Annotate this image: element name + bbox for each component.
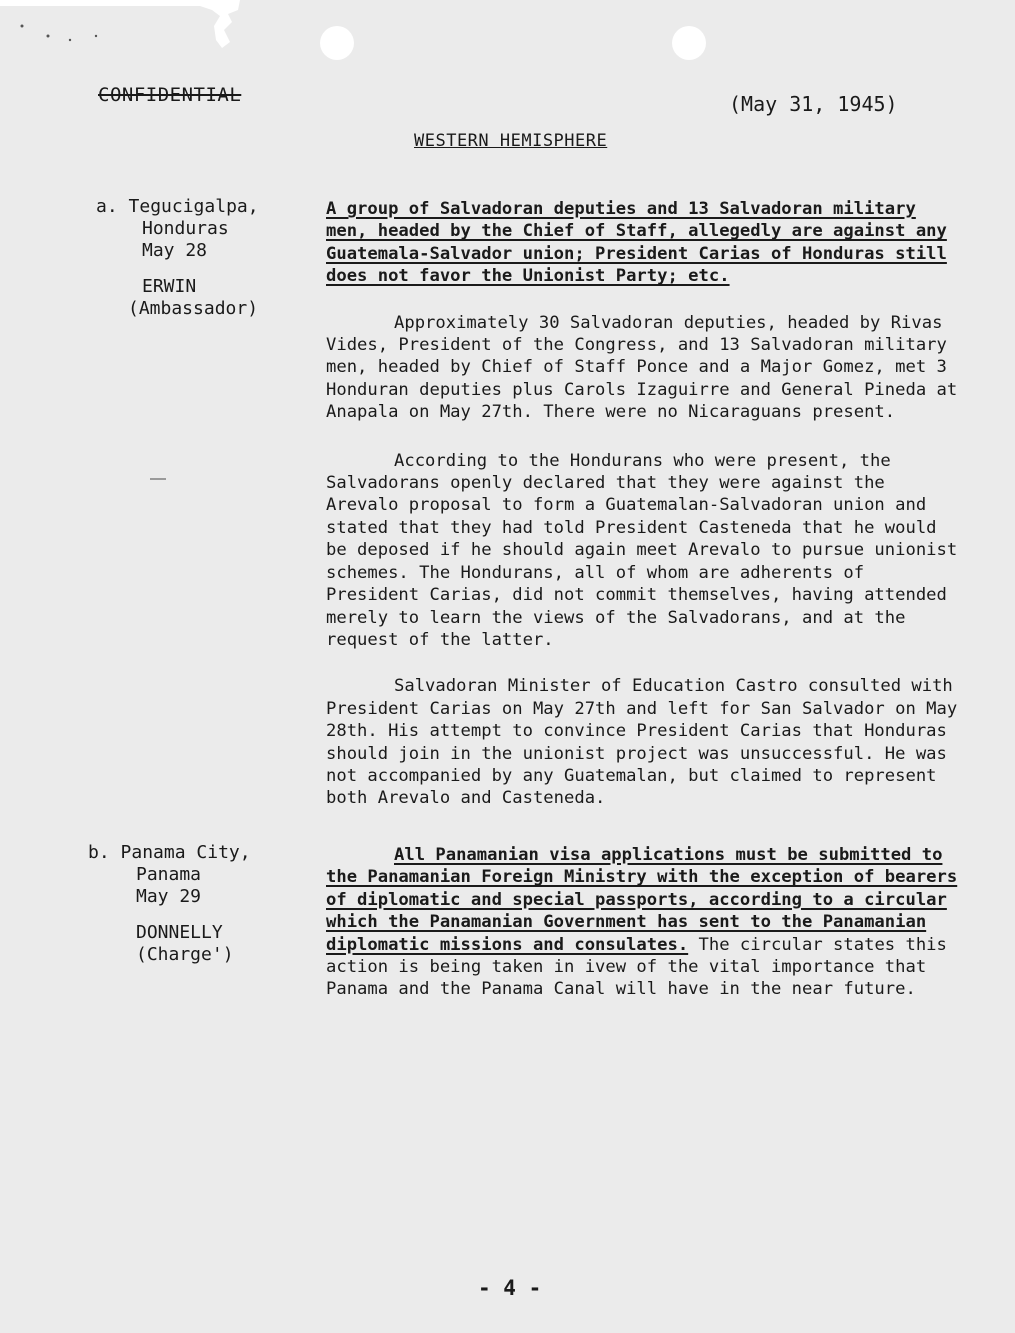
binder-hole-right — [672, 26, 706, 60]
entry-b-sender-title: (Charge') — [136, 944, 234, 965]
entry-a-location-line-3: May 28 — [142, 240, 208, 261]
entry-b-text — [326, 844, 966, 1001]
entry-a-paragraph-2: According to the Hondurans who were present, the Salvadorans openly declared that they were against the Arevalo proposal to form a Guatemalan-Salvadoran union and stated that they had told President Casteneda that he would be deposed if he should again meet Arevalo to pursue unionist schemes. The Hondurans, all of whom are adherents of President Carias, did not commit themselves, having attended merely to learn the views of the Salvadorans, and at the request of the latter. — [326, 450, 958, 650]
entry-b-body — [326, 844, 966, 1001]
entry-b-paragraph-1: The circular states this action is being taken in ivew of the vital importance that Panama and the Panama Canal will have in the near future. — [326, 934, 947, 1000]
entry-a-body — [326, 198, 966, 810]
paper-smudge — [150, 478, 166, 480]
section-heading: WESTERN HEMISPHERE — [414, 131, 608, 151]
entry-b-location-line-2: Panama — [136, 864, 202, 885]
torn-corner-marks — [0, 0, 240, 70]
entry-a-summary: A group of Salvadoran deputies and 13 Salvadoran military men, headed by the Chief of Staff, allegedly are against any Guatemala-Salvador union; President Carias of Honduras still does not favor the Unionist Party; etc. — [326, 199, 947, 287]
document-date: (May 31, 1945) — [729, 92, 898, 116]
entry-a-location-line-2: Honduras — [142, 218, 229, 239]
entry-b-location-line-1: b. Panama City, — [88, 842, 251, 863]
entry-a-paragraph-3: Salvadoran Minister of Education Castro consulted with President Carias on May 27th and left for San Salvador on May 28th. His attempt to convince President Carias that Honduras should join in the unionist project was unsuccessful. He was not accompanied by any Guatemalan, but claimed to represent both Arevalo and Casteneda. — [326, 676, 958, 809]
classification-marking: CONFIDENTIAL — [98, 84, 242, 106]
entry-a-sender-title: (Ambassador) — [128, 298, 259, 319]
page-number: - 4 - — [478, 1276, 542, 1300]
binder-hole-left — [320, 26, 354, 60]
entry-a-paragraph-1: Approximately 30 Salvadoran deputies, headed by Rivas Vides, President of the Congress, and 13 Salvadoran military men, headed by Chief of Staff Ponce and a Major Gomez, met 3 Honduran deputies plus Carols Izaguirre and General Pineda at Anapala on May 27th. There were no Nicaraguans present. — [326, 312, 958, 423]
entry-b-summary: All Panamanian visa applications must be submitted to the Panamanian Foreign Ministry with the exception of bearers of diplomatic and special passports, according to a circular which the Panamanian Government has sent to the Panamanian diplomatic missions and consulates. — [326, 845, 958, 955]
entry-a-sender: ERWIN — [142, 276, 197, 297]
entry-b-sidebar — [88, 842, 251, 966]
entry-b-location-line-3: May 29 — [136, 886, 202, 907]
entry-a-location-line-1: a. Tegucigalpa, — [96, 196, 259, 217]
entry-a-sidebar — [96, 196, 259, 320]
entry-b-sender: DONNELLY — [136, 922, 223, 943]
